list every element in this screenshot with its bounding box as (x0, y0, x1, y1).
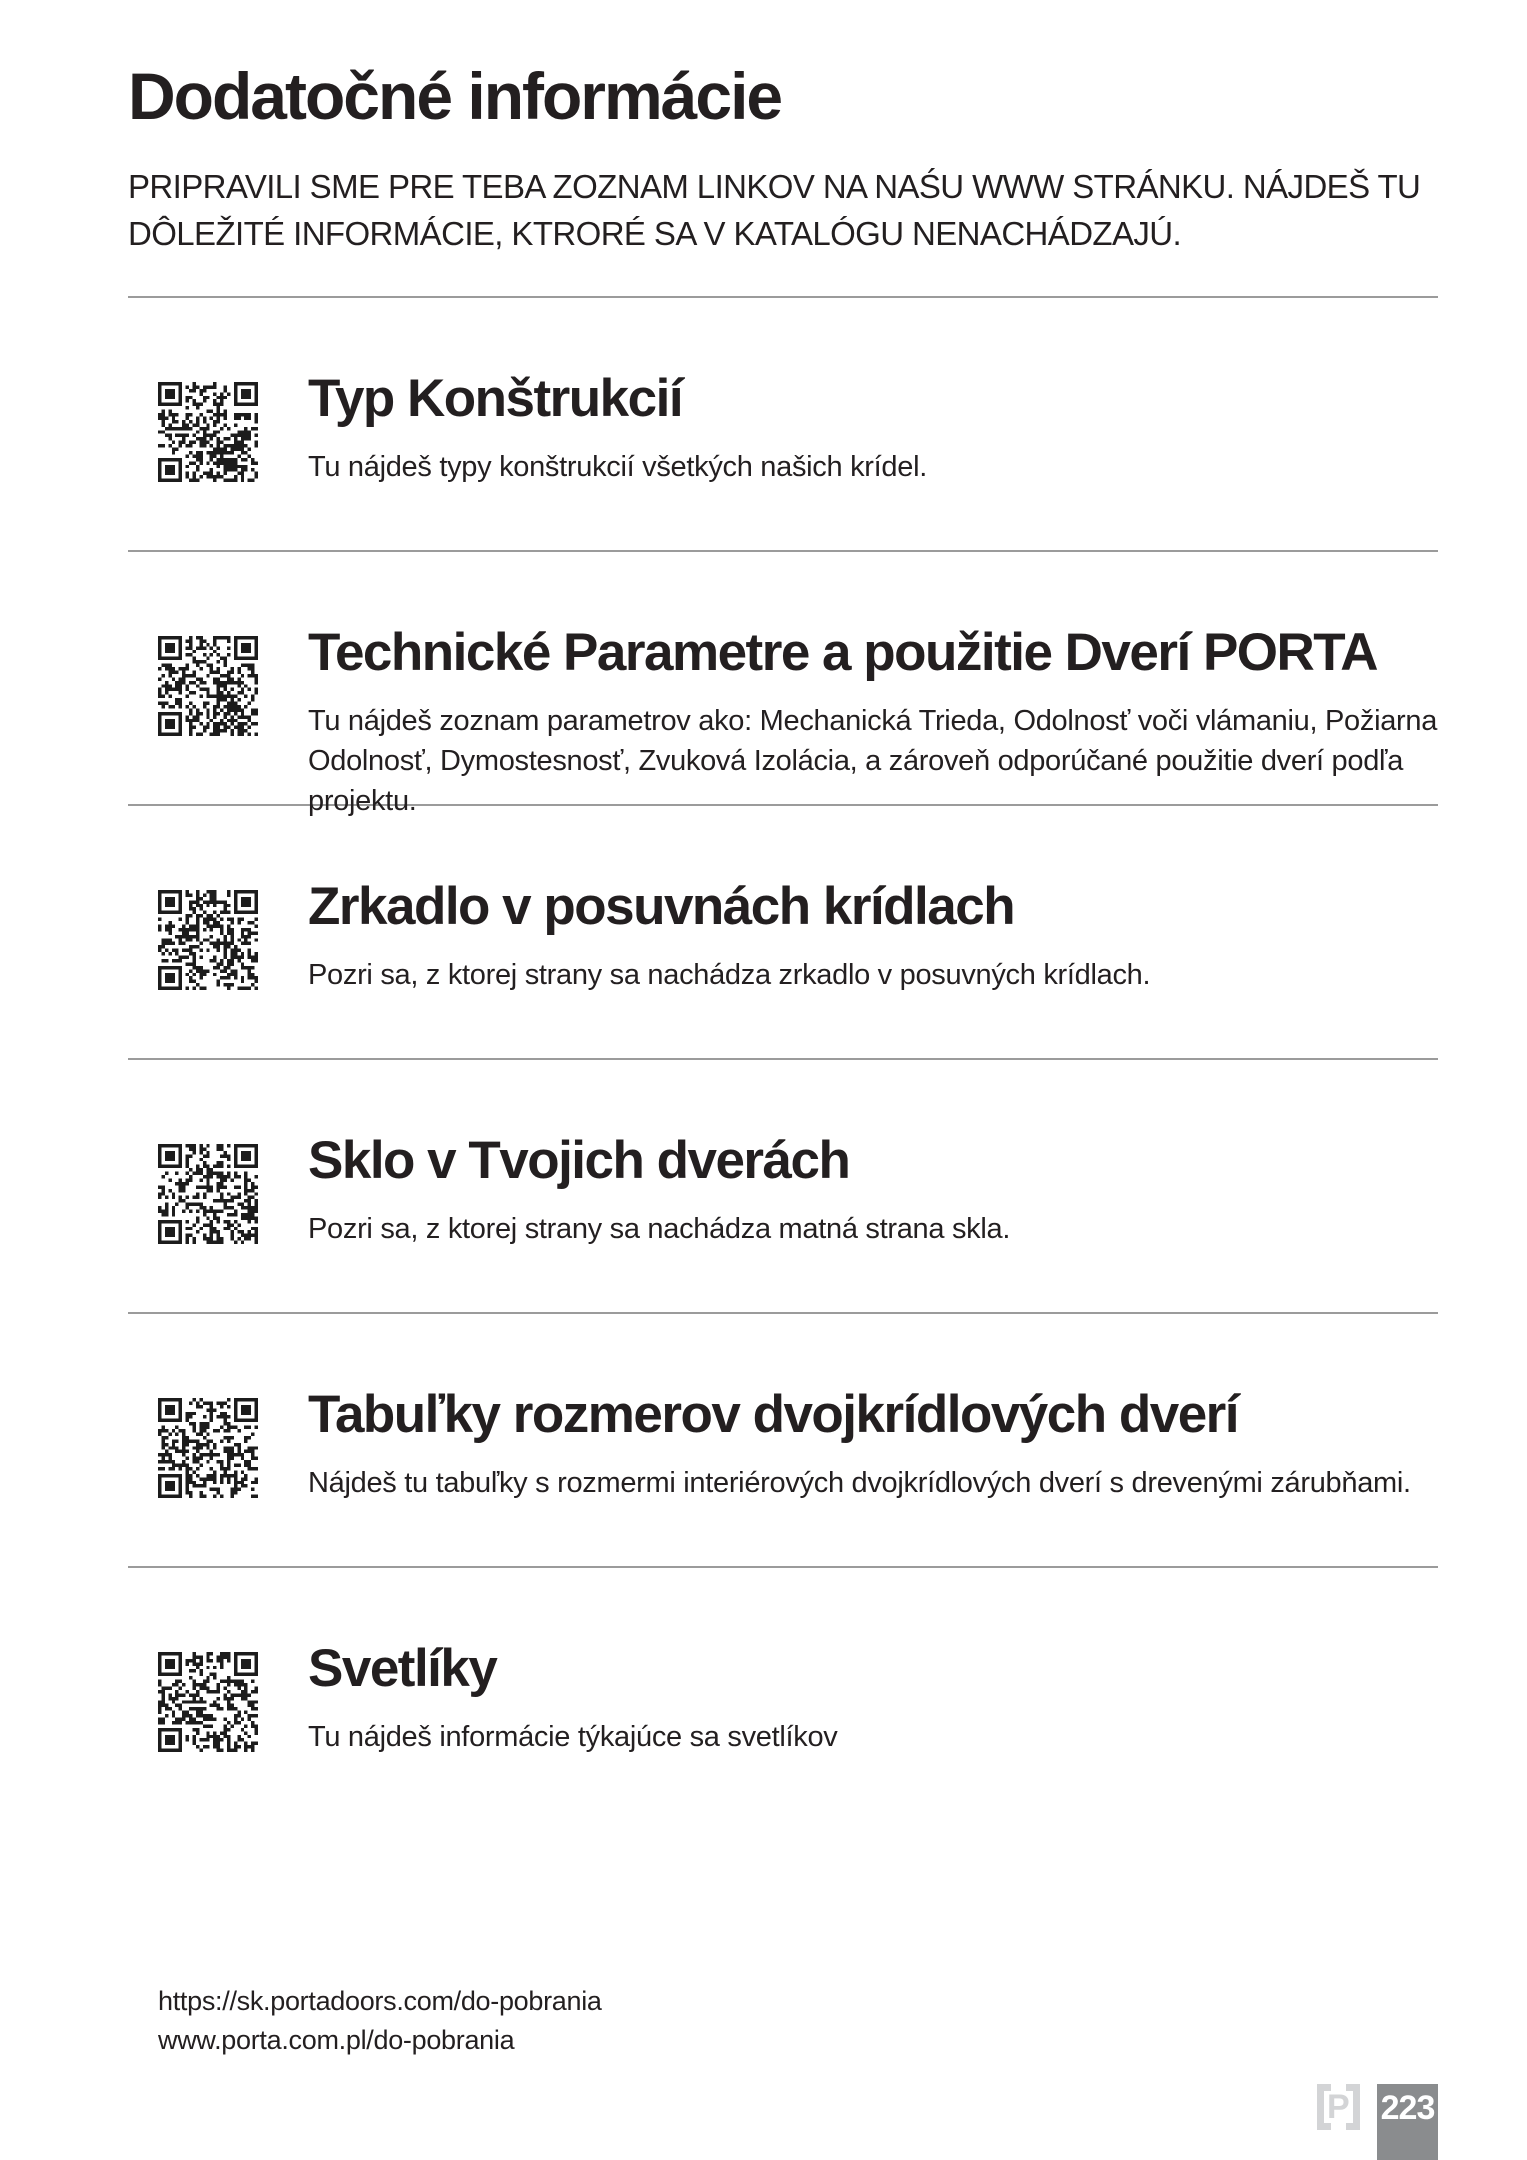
section-description (308, 955, 1438, 995)
qr-code-icon (158, 382, 258, 482)
section-description (308, 1717, 1438, 1757)
section-title: Typ Konštrukcií (308, 368, 683, 428)
intro-line: DÔLEŽITÉ INFORMÁCIE, KTRORÉ SA V KATALÓGU NENACHÁDZAJÚ. (128, 214, 1182, 252)
section-title: Zrkadlo v posuvnách krídlach (308, 876, 1015, 936)
section-description-line: Pozri sa, z ktorej strany sa nachádza zrkadlo v posuvných krídlach. (308, 958, 1151, 991)
link-section (128, 1314, 1438, 1566)
qr-code-icon (158, 636, 258, 736)
link-section (128, 806, 1438, 1058)
download-link-pl[interactable]: www.porta.com.pl/do-pobrania (158, 2025, 515, 2056)
section-title: Technické Parametre a použitie Dverí PORTA (308, 622, 1378, 682)
section-title: Tabuľky rozmerov dvojkrídlových dverí (308, 1384, 1239, 1444)
section-description (308, 701, 1438, 821)
link-section (128, 298, 1438, 550)
section-description-line: Pozri sa, z ktorej strany sa nachádza matná strana skla. (308, 1212, 1011, 1245)
link-section (128, 552, 1438, 817)
qr-code-icon (158, 1652, 258, 1752)
download-link-sk[interactable]: https://sk.portadoors.com/do-pobrania (158, 1986, 602, 2016)
qr-code-icon (158, 1144, 258, 1244)
logo-letter: P (1327, 2088, 1350, 2126)
section-description (308, 1463, 1438, 1503)
section-description (308, 1209, 1438, 1249)
intro-line: PRIPRAVILI SME PRE TEBA ZOZNAM LINKOV NA NAŚU WWW STRÁNKU. NÁJDEŠ TU (128, 168, 1421, 205)
section-title: Svetlíky (308, 1638, 497, 1698)
section-description-line: Tu nájdeš informácie týkajúce sa svetlíkov (308, 1720, 838, 1753)
qr-code-icon (158, 890, 258, 990)
link-section-list (128, 298, 1438, 1820)
link-section (128, 1568, 1438, 1820)
section-description-line: Odolnosť, Dymostesnosť, Zvuková Izolácia, a zároveň odporúčané použitie dverí podľa projektu. (308, 744, 1404, 817)
page-title: Dodatočné informácie (128, 59, 782, 133)
section-description-line: Nájdeš tu tabuľky s rozmermi interiérových dvojkrídlových dverí s drevenými zárubňami. (308, 1466, 1411, 1499)
section-description-line: Tu nájdeš typy konštrukcií všetkých našich krídel. (308, 450, 927, 483)
section-description-line: Tu nájdeš zoznam parametrov ako: Mechanická Trieda, Odolnosť voči vlámaniu, Požiarna (308, 704, 1438, 737)
link-section (128, 1060, 1438, 1312)
porta-logo-icon (1317, 2084, 1360, 2130)
page-number-badge: 223 (1377, 2084, 1438, 2160)
section-title: Sklo v Tvojich dverách (308, 1130, 850, 1190)
footer-links (158, 1982, 602, 2060)
intro-text (128, 164, 1438, 258)
qr-code-icon (158, 1398, 258, 1498)
section-description (308, 447, 1438, 487)
